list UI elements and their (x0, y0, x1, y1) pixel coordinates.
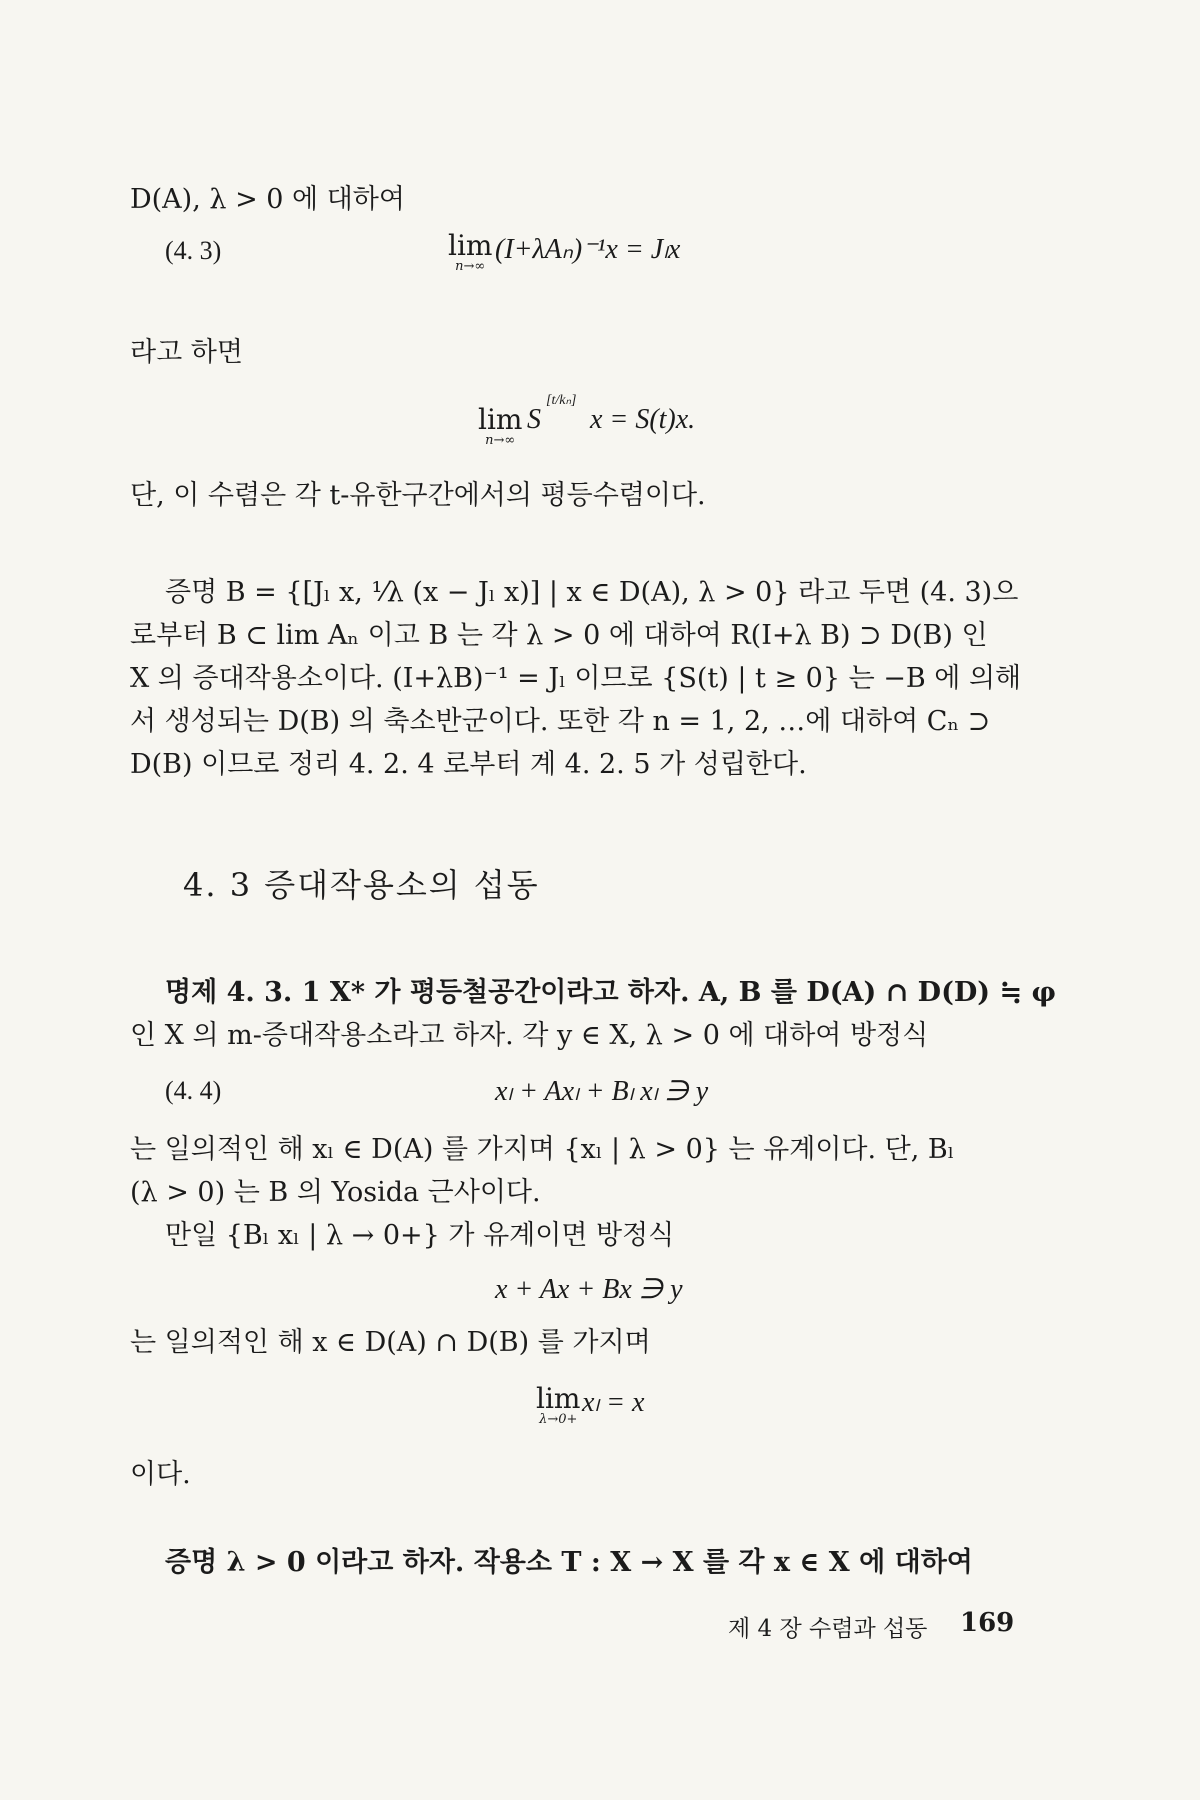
section-heading: 4. 3 증대작용소의 섭동 (183, 866, 540, 904)
equation-4-3: (I+λAₙ)⁻¹x = Jₗx (495, 234, 681, 265)
line-rago: 라고 하면 (130, 337, 243, 368)
lim-subscript: λ→0+ (539, 1412, 578, 1427)
proposition-line-5: 만일 {Bₗ xₗ | λ → 0+} 가 유계이면 방정식 (165, 1220, 675, 1251)
proof-line-2: 로부터 B ⊂ lim Aₙ 이고 B 는 각 λ > 0 에 대하여 R(I+λ B) ⊃ D(B) 인 (130, 620, 988, 651)
equation-main: x + Ax + Bx ∋ y (495, 1274, 683, 1305)
proposition-line-4: (λ > 0) 는 B 의 Yosida 근사이다. (130, 1177, 541, 1208)
equation-4-4: xₗ + Axₗ + Bₗ xₗ ∋ y (495, 1076, 709, 1107)
limit-operator (478, 403, 523, 448)
lim-subscript: n→∞ (485, 433, 516, 448)
lim-label: lim (536, 1382, 581, 1415)
lim-subscript: n→∞ (455, 259, 486, 274)
proof-line-5: D(B) 이므로 정리 4. 2. 4 로부터 계 4. 2. 5 가 성립한다. (130, 749, 807, 780)
proof-line-3: X 의 증대작용소이다. (I+λB)⁻¹ = Jₗ 이므로 {S(t) | t ≥ 0} 는 −B 에 의해 (130, 663, 1022, 694)
semigroup-symbol: S (527, 404, 541, 435)
line-intro: D(A), λ > 0 에 대하여 (130, 184, 405, 215)
page-number: 169 (960, 1608, 1015, 1638)
lim-label: lim (478, 403, 523, 436)
proposition-line-7: 이다. (130, 1459, 191, 1490)
line-uniform-convergence: 단, 이 수렴은 각 t-유한구간에서의 평등수렴이다. (130, 480, 706, 511)
equation-number-4-3: (4. 3) (165, 236, 222, 265)
equation-number-4-4: (4. 4) (165, 1076, 222, 1105)
proof-line-1: 증명 B = {[Jₗ x, ¹⁄λ (x − Jₗ x)] | x ∈ D(A), λ > 0} 라고 두면 (4. 3)으 (165, 577, 1019, 608)
proof-line-4: 서 생성되는 D(B) 의 축소반군이다. 또한 각 n = 1, 2, …에 대하여 Cₙ ⊃ (130, 706, 991, 737)
equation-limit-x: xₗ = x (582, 1387, 645, 1418)
equation-semigroup-limit: x = S(t)x. (590, 404, 696, 435)
proof-2-line-1: 증명 λ > 0 이라고 하자. 작용소 T : X → X 를 각 x ∈ X 에 대하여 (165, 1547, 973, 1578)
limit-operator (536, 1382, 581, 1427)
proposition-line-6: 는 일의적인 해 x ∈ D(A) ∩ D(B) 를 가지며 (130, 1327, 651, 1358)
bracket-exponent: [t/kₙ] (546, 393, 577, 408)
proposition-line-3: 는 일의적인 해 xₗ ∈ D(A) 를 가지며 {xₗ | λ > 0} 는 유계이다. 단, Bₗ (130, 1134, 955, 1165)
lim-label: lim (448, 229, 493, 262)
running-footer: 제 4 장 수렴과 섭동 (728, 1616, 928, 1642)
limit-operator (448, 229, 493, 274)
proposition-line-1: 명제 4. 3. 1 X* 가 평등철공간이라고 하자. A, B 를 D(A) ∩ D(D) ≒ φ (165, 977, 1056, 1008)
proposition-line-2: 인 X 의 m-증대작용소라고 하자. 각 y ∈ X, λ > 0 에 대하여 방정식 (130, 1020, 929, 1051)
